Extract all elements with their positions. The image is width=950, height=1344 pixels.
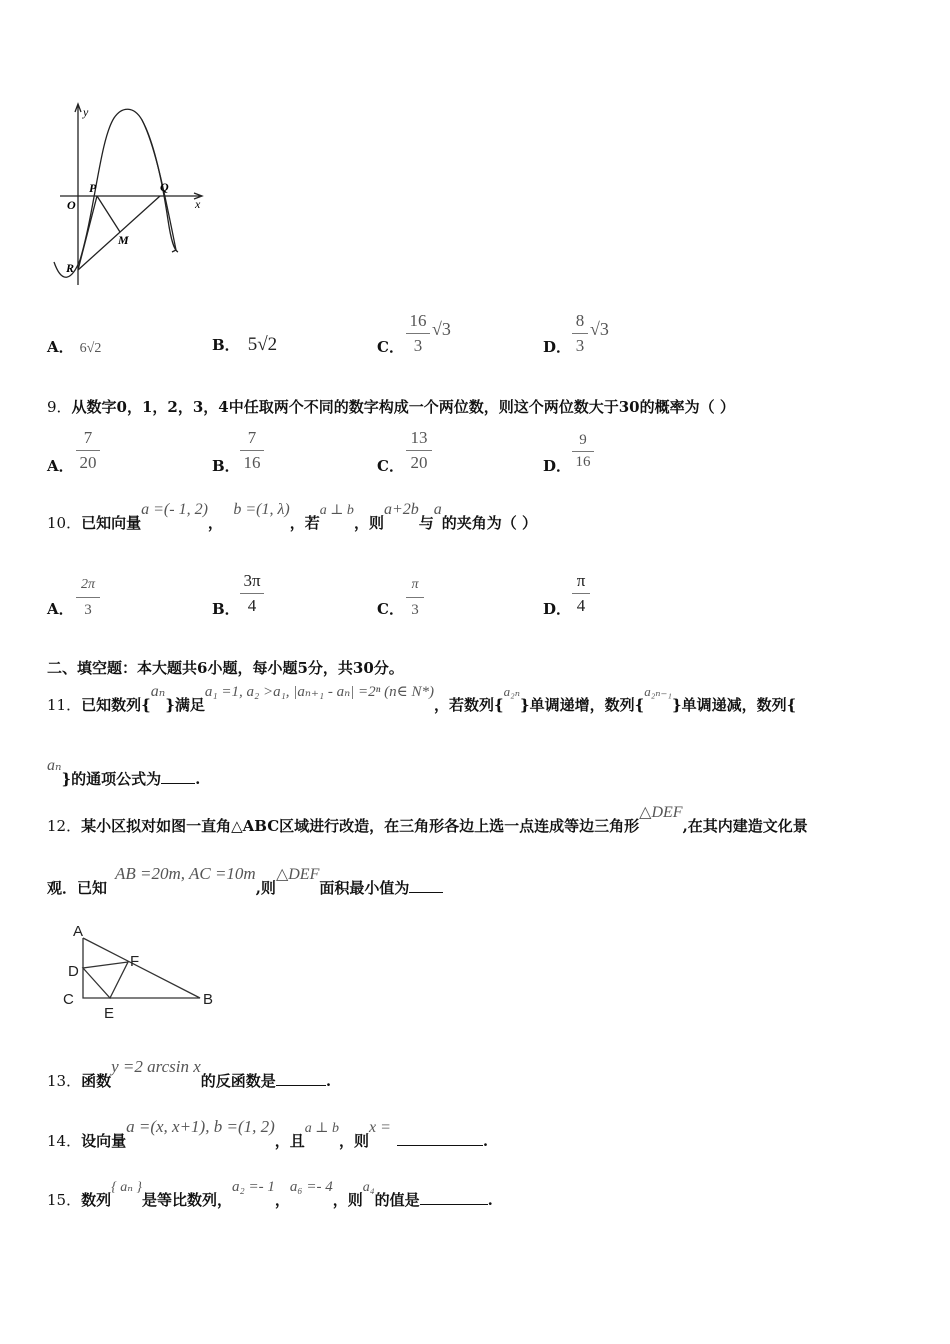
text: . xyxy=(482,1132,489,1150)
label-p: P xyxy=(89,181,97,195)
math-vector-a: a =(- 1, 2) xyxy=(141,501,208,518)
label-a: A xyxy=(73,923,84,940)
q8-c-sqrt: √3 xyxy=(432,319,451,339)
question-number: 9． xyxy=(47,398,72,416)
math-perp: a ⊥ b xyxy=(319,503,354,518)
denominator: 4 xyxy=(576,596,586,615)
numerator: 3π xyxy=(243,571,261,590)
option-label: C． xyxy=(377,600,404,618)
text: }满足 xyxy=(165,696,205,714)
math-function: y =2 arcsin x xyxy=(111,1057,201,1076)
math-condition: a₁ =1, a₂ >a₁, |aₙ₊₁ - aₙ| =2ⁿ (n∈ N*) xyxy=(204,684,435,700)
denominator: 16 xyxy=(575,454,591,470)
text: ，则 xyxy=(338,1132,369,1150)
text: 观．已知 xyxy=(47,879,108,897)
q10-a-fraction xyxy=(76,574,100,621)
numerator: 13 xyxy=(410,428,428,447)
q9-option-c[interactable] xyxy=(377,455,404,476)
sine-graph-figure xyxy=(50,100,220,290)
q9-option-d[interactable] xyxy=(543,455,571,476)
numerator: 8 xyxy=(575,311,585,330)
denominator: 20 xyxy=(410,453,428,472)
segment-pr xyxy=(78,196,97,270)
q9-c-fraction xyxy=(406,427,432,474)
q8-c-fraction xyxy=(406,310,430,357)
question-number: 11． xyxy=(47,696,82,714)
text: ,在其内建造文化景 xyxy=(682,817,808,835)
q10-stem xyxy=(47,501,537,533)
text: ， xyxy=(207,514,223,532)
text: 数列 xyxy=(81,1191,112,1209)
option-label: C． xyxy=(377,338,404,356)
option-label: B． xyxy=(212,600,240,618)
answer-blank[interactable] xyxy=(420,1204,488,1205)
denominator: 3 xyxy=(84,602,92,618)
math-triangle-def: △DEF xyxy=(275,866,320,883)
question-number: 12． xyxy=(47,817,82,835)
text: 的反函数是 xyxy=(200,1072,276,1090)
q9-option-b[interactable] xyxy=(212,455,240,476)
answer-blank[interactable] xyxy=(161,783,195,784)
text: 的值是 xyxy=(374,1191,420,1209)
label-x: x xyxy=(195,197,201,211)
label-c: C xyxy=(63,991,74,1008)
math-perp: a ⊥ b xyxy=(304,1121,339,1136)
q10-c-fraction xyxy=(406,574,424,621)
math-a4: a₄ xyxy=(362,1180,375,1195)
triangle-def xyxy=(83,962,128,998)
text: ，则 xyxy=(353,514,384,532)
option-label: D． xyxy=(543,457,572,475)
q9-stem xyxy=(47,396,735,417)
text: . xyxy=(487,1191,493,1209)
text: }的通项公式为 xyxy=(61,770,162,788)
label-r: R xyxy=(66,261,75,275)
answer-blank[interactable] xyxy=(409,892,443,893)
text: ，且 xyxy=(274,1132,305,1150)
numerator: 16 xyxy=(409,311,427,330)
text: 与 xyxy=(418,514,434,532)
text: 的夹角为（ ） xyxy=(441,514,537,532)
label-o: O xyxy=(67,198,76,212)
denominator: 3 xyxy=(575,336,585,355)
option-value: 6√2 xyxy=(79,341,102,356)
numerator: 7 xyxy=(83,428,93,447)
text: }单调递减，数列{ xyxy=(671,696,797,714)
label-d: D xyxy=(68,963,79,980)
text: . xyxy=(325,1072,332,1090)
text: ，若数列{ xyxy=(434,696,504,714)
denominator: 16 xyxy=(243,453,261,472)
q14-stem xyxy=(47,1117,489,1151)
denominator: 3 xyxy=(413,336,423,355)
question-number: 13． xyxy=(47,1072,82,1090)
option-value: 5√2 xyxy=(247,334,278,355)
q9-b-fraction xyxy=(240,427,264,474)
q8-option-c[interactable] xyxy=(377,336,404,357)
option-label: B． xyxy=(212,457,240,475)
option-label: B． xyxy=(212,336,240,354)
q9-a-fraction xyxy=(76,427,100,474)
q12-stem-line2 xyxy=(47,864,443,898)
numerator: π xyxy=(576,571,586,590)
option-label: D． xyxy=(543,600,572,618)
q10-option-c[interactable] xyxy=(377,598,404,619)
q9-option-a[interactable] xyxy=(47,455,74,476)
math-a2n: a₂ₙ xyxy=(503,684,520,699)
q11-stem xyxy=(47,683,797,715)
label-q: Q xyxy=(160,180,169,194)
math-triangle-def: △DEF xyxy=(639,804,683,821)
question-number: 14． xyxy=(47,1132,82,1150)
math-x: x = xyxy=(368,1119,391,1136)
option-label: C． xyxy=(377,457,404,475)
denominator: 3 xyxy=(411,602,419,618)
q10-d-fraction xyxy=(572,570,590,617)
label-m: M xyxy=(118,233,129,247)
math-an: aₙ xyxy=(47,757,62,774)
math-a: a xyxy=(433,501,442,518)
question-text: 从数字0，1，2，3，4中任取两个不同的数字构成一个两位数，则这个两位数大于30的概率为（ ） xyxy=(71,398,735,416)
option-label: A． xyxy=(47,338,74,356)
q8-option-a[interactable] xyxy=(47,336,101,357)
question-number: 15． xyxy=(47,1191,82,1209)
label-b: B xyxy=(203,991,214,1008)
question-number: 10． xyxy=(47,514,82,532)
q10-option-a[interactable] xyxy=(47,598,74,619)
math-vectors: a =(x, x+1), b =(1, 2) xyxy=(126,1117,275,1136)
text: ，则 xyxy=(332,1191,363,1209)
denominator: 4 xyxy=(247,596,257,615)
numerator: 9 xyxy=(579,432,587,448)
text: 设向量 xyxy=(81,1132,127,1150)
option-label: A． xyxy=(47,600,74,618)
q8-option-d[interactable] xyxy=(543,336,571,357)
math-sum: a+2b xyxy=(383,501,419,518)
option-label: A． xyxy=(47,457,74,475)
q13-stem xyxy=(47,1057,332,1091)
sine-curve xyxy=(54,109,176,277)
math-lengths: AB =20m, AC =10m xyxy=(115,864,256,883)
math-a2n-1: a₂ₙ₋₁ xyxy=(644,684,672,699)
q8-option-b[interactable] xyxy=(212,334,277,356)
q9-d-fraction xyxy=(572,431,594,472)
text: 已知向量 xyxy=(81,514,142,532)
text: ， xyxy=(274,1191,290,1209)
numerator: π xyxy=(411,577,419,592)
math-a6: a₆ =- 4 xyxy=(289,1179,333,1195)
text: ,则 xyxy=(255,879,276,897)
q11-stem-line2 xyxy=(47,757,201,789)
q10-option-d[interactable] xyxy=(543,598,571,619)
text: 某小区拟对如图一直角△ABC区域进行改造，在三角形各边上选一点连成等边三角形 xyxy=(81,817,640,835)
numerator: 7 xyxy=(247,428,257,447)
section-title: 二、填空题：本大题共6小题，每小题5分，共30分。 xyxy=(47,659,404,677)
text: ，若 xyxy=(289,514,320,532)
q12-stem xyxy=(47,804,808,836)
q10-option-b[interactable] xyxy=(212,598,240,619)
numerator: 2π xyxy=(80,577,95,592)
option-label: D． xyxy=(543,338,572,356)
segment-pm xyxy=(97,196,120,232)
text: 面积最小值为 xyxy=(319,879,410,897)
text: }单调递增，数列{ xyxy=(519,696,645,714)
text: 函数 xyxy=(81,1072,112,1090)
math-a2: a₂ =- 1 xyxy=(232,1179,275,1195)
math-an: aₙ xyxy=(150,683,166,700)
q10-b-fraction xyxy=(240,570,264,617)
answer-blank[interactable] xyxy=(397,1145,483,1146)
text: 是等比数列， xyxy=(141,1191,232,1209)
label-f: F xyxy=(130,953,140,970)
denominator: 20 xyxy=(79,453,97,472)
label-y: y xyxy=(83,105,89,119)
label-e: E xyxy=(104,1005,115,1022)
text: . xyxy=(195,770,201,788)
math-sequence: { aₙ } xyxy=(111,1180,142,1195)
triangle-figure xyxy=(60,920,230,1025)
math-vector-b: b =(1, λ) xyxy=(233,501,290,518)
q15-stem xyxy=(47,1179,493,1210)
triangle-abc xyxy=(83,938,200,998)
q8-d-sqrt: √3 xyxy=(590,319,609,339)
answer-blank[interactable] xyxy=(276,1085,326,1086)
q8-d-fraction xyxy=(572,310,588,357)
text: 已知数列{ xyxy=(81,696,151,714)
